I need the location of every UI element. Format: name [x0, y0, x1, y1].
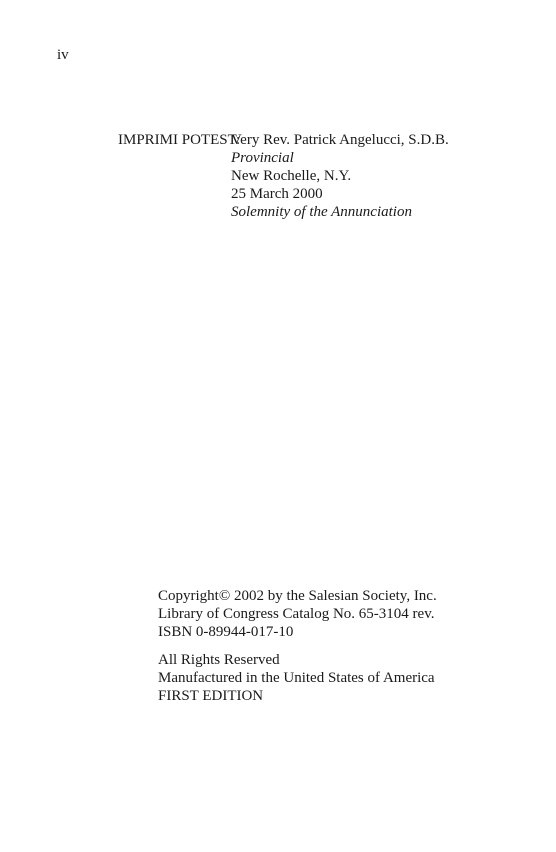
catalog-line: Library of Congress Catalog No. 65-3104 rev. [158, 606, 435, 622]
rights-reserved-line: All Rights Reserved [158, 652, 280, 668]
approval-feast: Solemnity of the Annunciation [231, 204, 412, 220]
manufactured-line: Manufactured in the United States of America [158, 670, 435, 686]
copyright-line: Copyright© 2002 by the Salesian Society, Inc. [158, 588, 437, 604]
imprimi-potest-block [118, 131, 449, 221]
approver-title: Provincial [231, 150, 294, 166]
imprimi-potest-label: IMPRIMI POTEST: [118, 132, 241, 148]
isbn-line: ISBN 0-89944-017-10 [158, 624, 294, 640]
rights-block [158, 651, 435, 705]
edition-line: FIRST EDITION [158, 688, 264, 704]
copyright-block [158, 587, 437, 641]
page-number: iv [57, 47, 69, 63]
imprimi-potest-details [231, 131, 449, 221]
approval-place: New Rochelle, N.Y. [231, 168, 352, 184]
approval-date: 25 March 2000 [231, 186, 323, 202]
approver-name: Very Rev. Patrick Angelucci, S.D.B. [231, 132, 449, 148]
